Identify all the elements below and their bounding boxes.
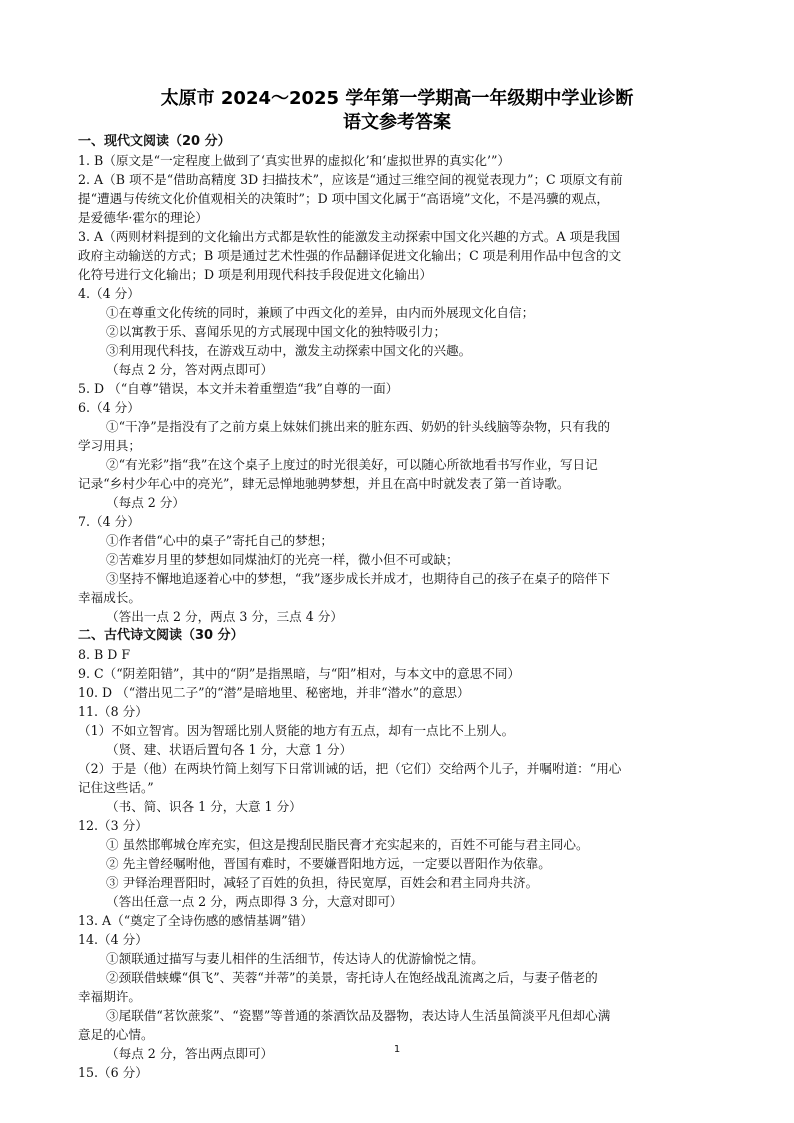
answer-content xyxy=(78,132,718,1082)
answer-line: 8. B D F xyxy=(78,647,131,662)
answer-line: 意足的心情。 xyxy=(78,1027,154,1042)
page-number: 1 xyxy=(393,1044,401,1055)
answer-line: 提“遭遇与传统文化价值观相关的决策时”；D 项中国文化属于“高语境”文化，不是冯骥的观点， xyxy=(78,191,610,206)
answer-line: 4.（4 分） xyxy=(78,286,140,301)
answer-line: （贤、建、状语后置句各 1 分，大意 1 分） xyxy=(106,742,353,757)
answer-line: 15.（6 分） xyxy=(78,1065,148,1080)
answer-line: ①颔联通过描写与妻儿相伴的生活细节，传达诗人的优游愉悦之情。 xyxy=(106,951,484,966)
answer-line: 7.（4 分） xyxy=(78,514,140,529)
answer-line: 12.（3 分） xyxy=(78,818,148,833)
answer-line: ③利用现代科技，在游戏互动中，激发主动探索中国文化的兴趣。 xyxy=(106,343,472,358)
answer-line: 9. C（“阴差阳错”，其中的“阴”是指黑暗，与“阳”相对，与本文中的意思不同） xyxy=(78,666,521,681)
answer-line: 化符号进行文化输出；D 项是利用现代科技手段促进文化输出） xyxy=(78,267,433,282)
answer-line: 6.（4 分） xyxy=(78,400,140,415)
answer-line: 5. D （“自尊”错误，本文并未着重塑造“我”自尊的一面） xyxy=(78,381,399,396)
answer-line: 幸福期许。 xyxy=(78,989,141,1004)
page-title: 太原市 2024～2025 学年第一学期高一年级期中学业诊断 xyxy=(160,88,634,109)
answer-line: （答出任意一点 2 分，两点即得 3 分，大意对即可） xyxy=(106,894,403,909)
answer-line: ②以寓教于乐、喜闻乐见的方式展现中国文化的独特吸引力； xyxy=(106,324,447,339)
answer-line: 幸福成长。 xyxy=(78,590,141,605)
answer-line: ②颈联借蛱蝶“俱飞”、芙蓉“并蒂”的美景，寄托诗人在饱经战乱流离之后，与妻子偕老的 xyxy=(106,970,598,985)
answer-line: 政府主动输送的方式；B 项是通过艺术性强的作品翻译促进文化输出；C 项是利用作品中包含的文 xyxy=(78,248,622,263)
answer-line: ③ 尹铎治理晋阳时，减轻了百姓的负担，待民宽厚，百姓会和君主同舟共济。 xyxy=(106,875,539,890)
answer-line: ① 虽然邯郸城仓库充实，但这是搜刮民脂民膏才充实起来的，百姓不可能与君主同心。 xyxy=(106,837,589,852)
answer-line: 2. A（B 项不是“借助高精度 3D 扫描技术”，应该是“通过三维空间的视觉表现力”；C 项原文有前 xyxy=(78,172,623,187)
page-subtitle: 语文参考答案 xyxy=(343,112,451,133)
answer-line: ①“干净”是指没有了之前方桌上妹妹们挑出来的脏东西、奶奶的针头线脑等杂物，只有我的 xyxy=(106,419,611,434)
answer-line: （1）不如立智宵。因为智瑶比别人贤能的地方有五点，却有一点比不上别人。 xyxy=(78,723,515,738)
answer-line: （答出一点 2 分，两点 3 分，三点 4 分） xyxy=(106,609,343,624)
answer-line: 记住这些话。” xyxy=(78,780,154,795)
answer-line: ③坚持不懈地追逐着心中的梦想，“我”逐步成长并成才，也期待自己的孩子在桌子的陪伴下 xyxy=(106,571,611,586)
answer-line: ②“有光彩”指“我”在这个桌子上度过的时光很美好，可以随心所欲地看书写作业，写日记 xyxy=(106,457,598,472)
answer-line: 是爱德华·霍尔的理论） xyxy=(78,210,208,225)
answer-line: 记录“乡村少年心中的亮光”，肆无忌惮地驰骋梦想，并且在高中时就发表了第一首诗歌。 xyxy=(78,476,570,491)
answer-line: 3. A（两则材料提到的文化输出方式都是软性的能激发主动探索中国文化兴趣的方式。A 项是我国 xyxy=(78,229,620,244)
answer-line: （每点 2 分，答出两点即可） xyxy=(106,1046,274,1061)
answer-line: （书、简、识各 1 分，大意 1 分） xyxy=(106,799,302,814)
answer-line: 11.（8 分） xyxy=(78,704,148,719)
answer-line: 13. A（“奠定了全诗伤感的感情基调”错） xyxy=(78,913,313,928)
answer-line: （每点 2 分） xyxy=(106,495,185,510)
answer-line: 1. B（原文是“一定程度上做到了‘真实世界的虚拟化’和‘虚拟世界的真实化’”） xyxy=(78,153,510,168)
answer-line: ②苦难岁月里的梦想如同煤油灯的光亮一样，微小但不可或缺； xyxy=(106,552,459,567)
answer-line: ①在尊重文化传统的同时，兼顾了中西文化的差异，由内而外展现文化自信； xyxy=(106,305,535,320)
answer-line: ①作者借“心中的桌子”寄托自己的梦想； xyxy=(106,533,333,548)
answer-line: 学习用具； xyxy=(78,438,141,453)
answer-line: 10. D （“潜出见二子”的“潜”是暗地里、秘密地，并非“潜水”的意思） xyxy=(78,685,470,700)
answer-line: ② 先主曾经嘱咐他，晋国有难时，不要嫌晋阳地方远，一定要以晋阳作为依靠。 xyxy=(106,856,551,871)
answer-line: （每点 2 分，答对两点即可） xyxy=(106,362,274,377)
answer-line: 14.（4 分） xyxy=(78,932,148,947)
answer-line: ③尾联借“茗饮蔗浆”、“瓷罂”等普通的茶酒饮品及器物，表达诗人生活虽简淡平凡但却心满 xyxy=(106,1008,611,1023)
section-heading: 一、现代文阅读（20 分） xyxy=(78,134,231,149)
answer-line: （2）于是（他）在两块竹简上刻写下日常训诫的话，把（它们）交给两个儿子，并嘱咐道：“用心 xyxy=(78,761,622,776)
section-heading: 二、古代诗文阅读（30 分） xyxy=(78,628,244,643)
